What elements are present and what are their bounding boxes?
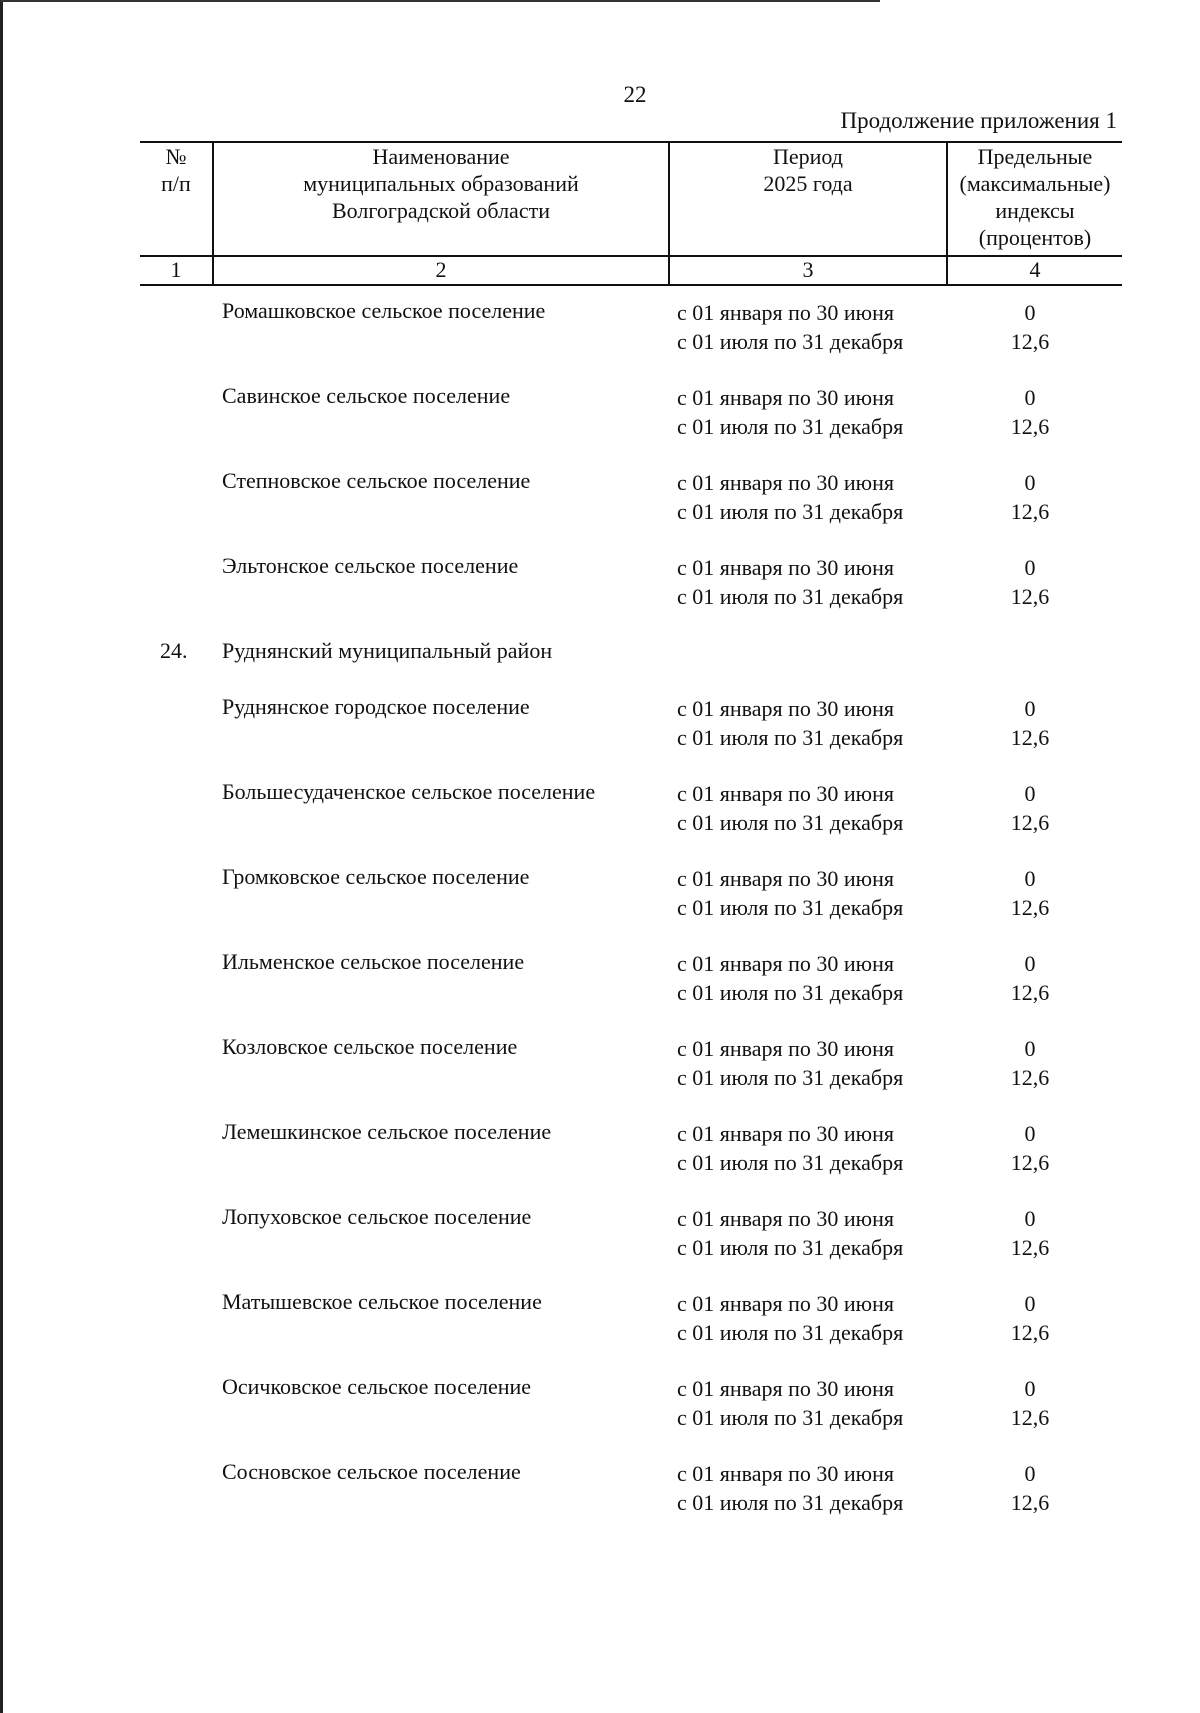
row-number: 24. — [160, 638, 188, 663]
municipality-name: Матышевское сельское поселение — [222, 1289, 542, 1314]
period-cell: с 01 января по 30 июня с 01 июля по 31 декабря — [677, 696, 904, 750]
index-cell: 0 12,6 — [1010, 1461, 1050, 1515]
municipality-name: Осичковское сельское поселение — [222, 1374, 532, 1399]
period-cell: с 01 января по 30 июня с 01 июля по 31 декабря — [677, 951, 904, 1005]
scan-edge-left — [0, 0, 3, 1713]
column-number-1: 1 — [170, 257, 182, 282]
index-cell: 0 12,6 — [1010, 1376, 1050, 1430]
municipality-name: Савинское сельское поселение — [222, 383, 511, 408]
period-cell: с 01 января по 30 июня с 01 июля по 31 декабря — [677, 1206, 904, 1260]
municipality-name: Ромашковское сельское поселение — [222, 298, 546, 323]
table-row — [0, 383, 1200, 443]
period-cell: с 01 января по 30 июня с 01 июля по 31 декабря — [677, 1036, 904, 1090]
table-row — [0, 1289, 1200, 1349]
period-cell: с 01 января по 30 июня с 01 июля по 31 декабря — [677, 1461, 904, 1515]
index-cell: 0 12,6 — [1010, 555, 1050, 609]
municipality-name: Эльтонское сельское поселение — [222, 553, 519, 578]
table-row — [0, 864, 1200, 924]
page-number: 22 — [623, 82, 647, 107]
municipality-name: Лопуховское сельское поселение — [222, 1204, 532, 1229]
table-row — [0, 694, 1200, 754]
scan-edge-top — [0, 0, 880, 2]
index-cell: 0 12,6 — [1010, 470, 1050, 524]
table-row — [0, 1459, 1200, 1519]
column-number-3: 3 — [802, 257, 814, 282]
index-cell: 0 12,6 — [1010, 781, 1050, 835]
period-cell: с 01 января по 30 июня с 01 июля по 31 декабря — [677, 300, 904, 354]
municipality-name: Большесудаченское сельское поселение — [222, 779, 596, 804]
index-cell: 0 12,6 — [1010, 866, 1050, 920]
municipality-name: Козловское сельское поселение — [222, 1034, 518, 1059]
period-cell: с 01 января по 30 июня с 01 июля по 31 декабря — [677, 555, 904, 609]
table-row — [0, 553, 1200, 613]
column-number-4: 4 — [1029, 257, 1041, 282]
period-cell: с 01 января по 30 июня с 01 июля по 31 декабря — [677, 470, 904, 524]
table-row — [0, 1204, 1200, 1264]
index-cell: 0 12,6 — [1010, 1036, 1050, 1090]
table-colnum-rule — [140, 284, 1122, 286]
period-cell: с 01 января по 30 июня с 01 июля по 31 декабря — [677, 1121, 904, 1175]
period-cell: с 01 января по 30 июня с 01 июля по 31 декабря — [677, 781, 904, 835]
index-cell: 0 12,6 — [1010, 1206, 1050, 1260]
municipality-name: Громковское сельское поселение — [222, 864, 530, 889]
index-cell: 0 12,6 — [1010, 385, 1050, 439]
index-cell: 0 12,6 — [1010, 300, 1050, 354]
header-col-period: Период 2025 года — [763, 144, 853, 196]
continuation-label: Продолжение приложения 1 — [840, 108, 1117, 133]
district-name: Руднянский муниципальный район — [222, 638, 553, 663]
municipality-name: Степновское сельское поселение — [222, 468, 531, 493]
municipality-name: Лемешкинское сельское поселение — [222, 1119, 552, 1144]
table-row — [0, 298, 1200, 358]
period-cell: с 01 января по 30 июня с 01 июля по 31 декабря — [677, 385, 904, 439]
municipality-name: Ильменское сельское поселение — [222, 949, 525, 974]
municipality-name: Руднянское городское поселение — [222, 694, 530, 719]
header-col-name: Наименование муниципальных образований Волгоградской области — [303, 144, 579, 223]
table-row — [0, 1119, 1200, 1179]
index-cell: 0 12,6 — [1010, 1291, 1050, 1345]
index-cell: 0 12,6 — [1010, 1121, 1050, 1175]
header-col-number: № п/п — [161, 144, 191, 196]
index-cell: 0 12,6 — [1010, 696, 1050, 750]
period-cell: с 01 января по 30 июня с 01 июля по 31 декабря — [677, 1291, 904, 1345]
period-cell: с 01 января по 30 июня с 01 июля по 31 декабря — [677, 866, 904, 920]
column-number-2: 2 — [435, 257, 447, 282]
table-row — [0, 1374, 1200, 1434]
municipality-name: Сосновское сельское поселение — [222, 1459, 521, 1484]
table-row-district — [0, 638, 1200, 698]
table-row — [0, 779, 1200, 839]
table-row — [0, 1034, 1200, 1094]
header-col-index: Предельные (максимальные) индексы (процентов) — [959, 144, 1111, 250]
period-cell: с 01 января по 30 июня с 01 июля по 31 декабря — [677, 1376, 904, 1430]
index-cell: 0 12,6 — [1010, 951, 1050, 1005]
table-row — [0, 468, 1200, 528]
table-row — [0, 949, 1200, 1009]
